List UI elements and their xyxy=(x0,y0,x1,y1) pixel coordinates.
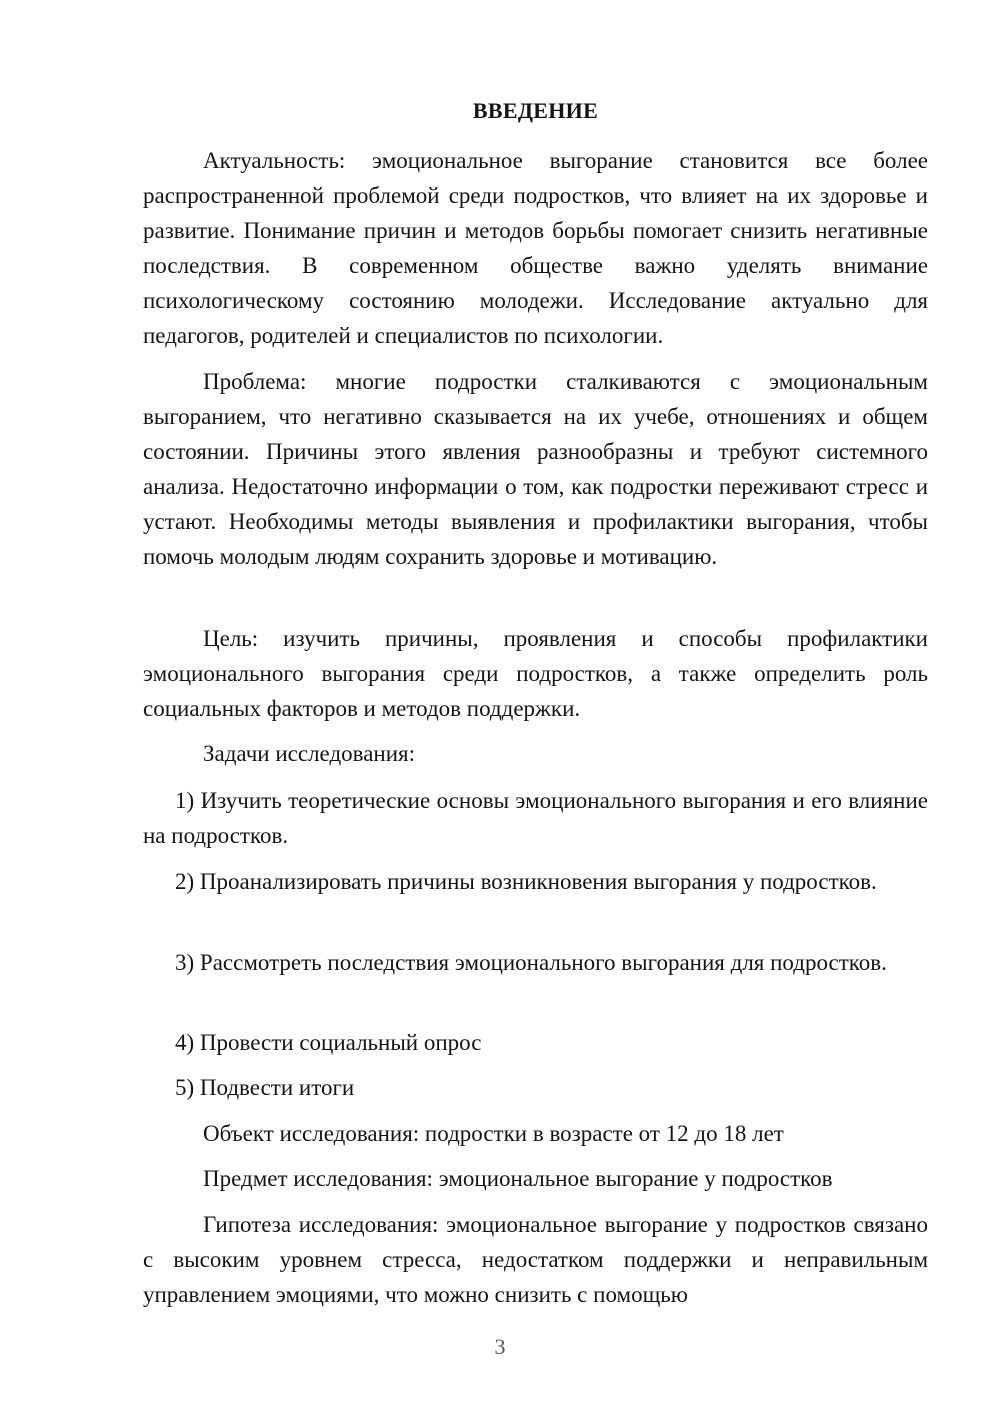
task-item-2: 2) Проанализировать причины возникновения выгорания у подростков. xyxy=(175,869,877,894)
section-heading: ВВЕДЕНИЕ xyxy=(472,98,599,123)
hypothesis-paragraph: Гипотеза исследования: эмоциональное выгорание у подростков связано с высоким уровнем стресса, недостатком поддержки и неправильным управлением эмоциями, что можно снизить с помощью xyxy=(143,1212,928,1307)
task-item-3: 3) Рассмотреть последствия эмоционального выгорания для подростков. xyxy=(175,950,887,975)
goal-paragraph: Цель: изучить причины, проявления и способы профилактики эмоционального выгорания среди подростков, а также определить роль социальных факторов и методов поддержки. xyxy=(143,626,928,721)
relevance-paragraph: Актуальность: эмоциональное выгорание становится все более распространенной проблемой среди подростков, что влияет на их здоровье и развитие. Понимание причин и методов борьбы помогает снизить негативные последствия. В современном обществе важно уделять внимание психологическому состоянию молодежи. Исследование актуально для педагогов, родителей и специалистов по психологии. xyxy=(143,148,928,348)
object-paragraph: Объект исследования: подростки в возрасте от 12 до 18 лет xyxy=(203,1121,784,1146)
task-item-5: 5) Подвести итоги xyxy=(175,1075,355,1100)
task-item-4: 4) Провести социальный опрос xyxy=(175,1030,482,1055)
page-number: 3 xyxy=(494,1334,506,1359)
task-item-1: 1) Изучить теоретические основы эмоционального выгорания и его влияние на подростков. xyxy=(143,788,928,848)
subject-paragraph: Предмет исследования: эмоциональное выгорание у подростков xyxy=(203,1166,833,1191)
problem-paragraph: Проблема: многие подростки сталкиваются с эмоциональным выгоранием, что негативно сказывается на их учебе, отношениях и общем состоянии. Причины этого явления разнообразны и требуют системного анализа. Недостаточно информации о том, как подростки переживают стресс и устают. Необходимы методы выявления и профилактики выгорания, чтобы помочь молодым людям сохранить здоровье и мотивацию. xyxy=(143,369,928,569)
tasks-heading: Задачи исследования: xyxy=(203,741,416,766)
